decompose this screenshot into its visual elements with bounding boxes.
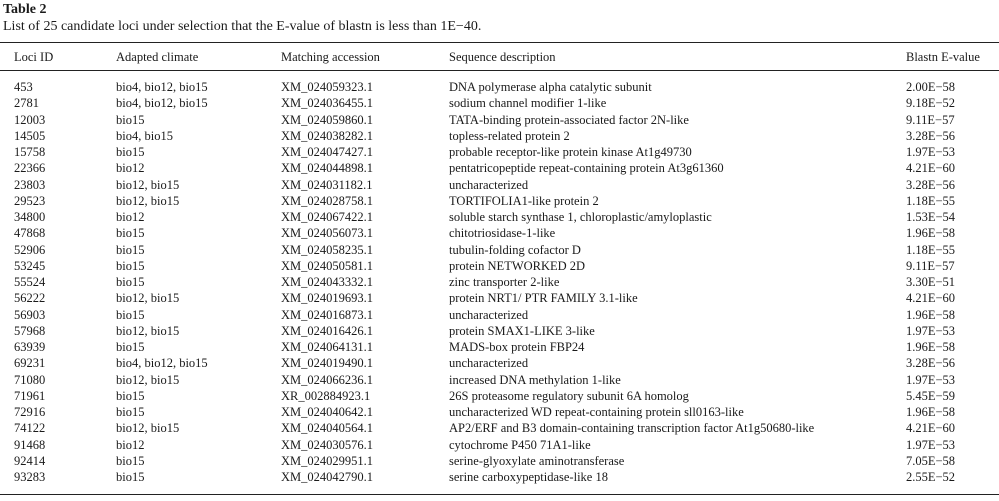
cell-blastn-evalue: 3.28E−56 [906, 177, 956, 192]
cell-adapted-climate: bio12, bio15 [116, 421, 180, 436]
cell-loci-id: 15758 [14, 145, 46, 159]
table-row [0, 160, 999, 176]
cell-matching-accession: XM_024036455.1 [281, 96, 374, 111]
cell-matching-accession: XM_024016426.1 [281, 323, 374, 338]
table-row [0, 388, 999, 404]
bottom-rule [0, 494, 999, 495]
cell-loci-id: 92414 [14, 453, 46, 468]
cell-loci-id: 52906 [14, 242, 46, 257]
cell-sequence-description: soluble starch synthase 1, chloroplastic/amyloplastic [449, 210, 712, 224]
header-blastn-evalue: Blastn E-value [906, 50, 980, 64]
cell-loci-id: 56222 [14, 291, 46, 306]
cell-matching-accession: XM_024043332.1 [281, 275, 374, 289]
cell-sequence-description: cytochrome P450 71A1-like [449, 437, 591, 452]
cell-sequence-description: uncharacterized [449, 307, 529, 322]
table-row [0, 290, 999, 306]
table-row [0, 112, 999, 128]
cell-adapted-climate: bio15 [116, 340, 145, 354]
header-sequence-description: Sequence description [449, 50, 556, 64]
table-row [0, 128, 999, 144]
cell-adapted-climate: bio4, bio12, bio15 [116, 80, 208, 94]
cell-loci-id: 53245 [14, 258, 46, 273]
cell-matching-accession: XM_024066236.1 [281, 372, 374, 387]
cell-adapted-climate: bio15 [116, 112, 145, 127]
cell-loci-id: 55524 [14, 275, 46, 289]
table-row [0, 95, 999, 111]
cell-loci-id: 57968 [14, 323, 46, 338]
cell-matching-accession: XM_024038282.1 [281, 128, 374, 143]
cell-blastn-evalue: 7.05E−58 [906, 453, 956, 468]
cell-blastn-evalue: 1.97E−53 [906, 437, 956, 452]
cell-adapted-climate: bio4, bio12, bio15 [116, 356, 208, 371]
cell-matching-accession: XM_024019490.1 [281, 356, 374, 371]
cell-matching-accession: XM_024031182.1 [281, 177, 373, 192]
cell-sequence-description: protein NRT1/ PTR FAMILY 3.1-like [449, 291, 638, 306]
table-row [0, 339, 999, 355]
cell-blastn-evalue: 9.18E−52 [906, 96, 956, 111]
cell-sequence-description: tubulin-folding cofactor D [449, 242, 581, 257]
cell-sequence-description: zinc transporter 2-like [449, 275, 560, 289]
cell-loci-id: 2781 [14, 96, 39, 111]
cell-blastn-evalue: 1.97E−53 [906, 372, 956, 387]
table-header [0, 48, 999, 66]
table-row [0, 177, 999, 193]
cell-adapted-climate: bio15 [116, 275, 145, 289]
cell-matching-accession: XM_024016873.1 [281, 307, 374, 322]
cell-adapted-climate: bio15 [116, 405, 145, 419]
cell-loci-id: 34800 [14, 210, 46, 224]
cell-blastn-evalue: 1.53E−54 [906, 210, 956, 224]
cell-matching-accession: XM_024019693.1 [281, 291, 374, 306]
table-row [0, 453, 999, 469]
cell-matching-accession: XM_024042790.1 [281, 470, 374, 484]
cell-adapted-climate: bio12, bio15 [116, 177, 180, 192]
cell-loci-id: 453 [14, 80, 33, 94]
table-row [0, 420, 999, 436]
cell-sequence-description: MADS-box protein FBP24 [449, 340, 585, 354]
table-row [0, 225, 999, 241]
cell-loci-id: 47868 [14, 226, 46, 241]
table-row [0, 79, 999, 95]
cell-adapted-climate: bio15 [116, 226, 145, 241]
cell-sequence-description: protein SMAX1-LIKE 3-like [449, 323, 595, 338]
cell-blastn-evalue: 1.96E−58 [906, 307, 956, 322]
cell-blastn-evalue: 9.11E−57 [906, 112, 955, 127]
cell-matching-accession: XM_024040564.1 [281, 421, 374, 436]
cell-adapted-climate: bio15 [116, 242, 145, 257]
cell-blastn-evalue: 1.96E−58 [906, 340, 956, 354]
cell-adapted-climate: bio12, bio15 [116, 323, 180, 338]
cell-sequence-description: 26S proteasome regulatory subunit 6A homolog [449, 388, 689, 403]
cell-matching-accession: XM_024040642.1 [281, 405, 374, 419]
cell-matching-accession: XM_024067422.1 [281, 210, 374, 224]
cell-matching-accession: XM_024029951.1 [281, 453, 374, 468]
cell-matching-accession: XR_002884923.1 [281, 388, 371, 403]
cell-sequence-description: sodium channel modifier 1-like [449, 96, 607, 111]
cell-adapted-climate: bio4, bio12, bio15 [116, 96, 208, 111]
table-row [0, 404, 999, 420]
cell-matching-accession: XM_024064131.1 [281, 340, 374, 354]
cell-blastn-evalue: 1.96E−58 [906, 405, 956, 419]
cell-loci-id: 74122 [14, 421, 46, 436]
cell-adapted-climate: bio12 [116, 437, 145, 452]
cell-adapted-climate: bio4, bio15 [116, 128, 173, 143]
cell-sequence-description: TATA-binding protein-associated factor 2N-like [449, 112, 689, 127]
cell-matching-accession: XM_024050581.1 [281, 258, 374, 273]
cell-sequence-description: protein NETWORKED 2D [449, 258, 586, 273]
cell-loci-id: 93283 [14, 470, 46, 484]
table-row [0, 372, 999, 388]
cell-loci-id: 69231 [14, 356, 46, 371]
table-row [0, 274, 999, 290]
cell-matching-accession: XM_024028758.1 [281, 193, 374, 208]
cell-blastn-evalue: 1.97E−53 [906, 145, 956, 159]
cell-loci-id: 12003 [14, 112, 46, 127]
top-rule [0, 42, 999, 43]
cell-adapted-climate: bio15 [116, 470, 145, 484]
cell-matching-accession: XM_024030576.1 [281, 437, 374, 452]
cell-matching-accession: XM_024059323.1 [281, 80, 374, 94]
cell-loci-id: 14505 [14, 128, 46, 143]
cell-sequence-description: chitotriosidase-1-like [449, 226, 556, 241]
cell-blastn-evalue: 3.30E−51 [906, 275, 956, 289]
cell-blastn-evalue: 1.97E−53 [906, 323, 956, 338]
header-rule [0, 70, 999, 71]
cell-adapted-climate: bio12, bio15 [116, 372, 180, 387]
header-matching-accession: Matching accession [281, 50, 380, 64]
table-row [0, 355, 999, 371]
cell-sequence-description: increased DNA methylation 1-like [449, 372, 621, 387]
table-row [0, 437, 999, 453]
cell-loci-id: 63939 [14, 340, 46, 354]
cell-matching-accession: XM_024047427.1 [281, 145, 374, 159]
table-caption: List of 25 candidate loci under selection that the E-value of blastn is less than 1E−40. [3, 19, 482, 34]
cell-adapted-climate: bio15 [116, 307, 145, 322]
cell-loci-id: 71961 [14, 388, 46, 403]
cell-sequence-description: AP2/ERF and B3 domain-containing transcription factor At1g50680-like [449, 421, 815, 436]
cell-adapted-climate: bio12, bio15 [116, 193, 180, 208]
cell-matching-accession: XM_024058235.1 [281, 242, 374, 257]
table-row [0, 144, 999, 160]
cell-matching-accession: XM_024059860.1 [281, 112, 374, 127]
cell-sequence-description: pentatricopeptide repeat-containing protein At3g61360 [449, 161, 724, 176]
cell-adapted-climate: bio15 [116, 145, 145, 159]
cell-adapted-climate: bio15 [116, 453, 145, 468]
cell-blastn-evalue: 1.18E−55 [906, 242, 956, 257]
table-row [0, 193, 999, 209]
table-row [0, 242, 999, 258]
table-row [0, 323, 999, 339]
cell-loci-id: 22366 [14, 161, 46, 176]
cell-sequence-description: topless-related protein 2 [449, 128, 570, 143]
cell-blastn-evalue: 5.45E−59 [906, 388, 956, 403]
cell-matching-accession: XM_024044898.1 [281, 161, 374, 176]
cell-blastn-evalue: 3.28E−56 [906, 128, 956, 143]
cell-blastn-evalue: 9.11E−57 [906, 258, 955, 273]
cell-blastn-evalue: 4.21E−60 [906, 291, 956, 306]
table-label: Table 2 [3, 2, 47, 17]
header-loci-id: Loci ID [14, 50, 54, 64]
table-body [0, 79, 999, 485]
cell-loci-id: 72916 [14, 405, 46, 419]
cell-sequence-description: TORTIFOLIA1-like protein 2 [449, 193, 599, 208]
table-row [0, 209, 999, 225]
cell-blastn-evalue: 4.21E−60 [906, 421, 956, 436]
cell-adapted-climate: bio12 [116, 210, 145, 224]
cell-sequence-description: uncharacterized [449, 356, 529, 371]
table-row [0, 307, 999, 323]
table-row [0, 258, 999, 274]
table-row [0, 469, 999, 485]
cell-loci-id: 23803 [14, 177, 46, 192]
header-adapted-climate: Adapted climate [116, 50, 199, 64]
cell-sequence-description: serine carboxypeptidase-like 18 [449, 470, 608, 484]
cell-blastn-evalue: 4.21E−60 [906, 161, 956, 176]
cell-sequence-description: uncharacterized [449, 177, 529, 192]
cell-adapted-climate: bio12 [116, 161, 145, 176]
cell-sequence-description: uncharacterized WD repeat-containing protein sll0163-like [449, 405, 744, 419]
cell-matching-accession: XM_024056073.1 [281, 226, 374, 241]
cell-loci-id: 56903 [14, 307, 46, 322]
cell-blastn-evalue: 1.96E−58 [906, 226, 956, 241]
cell-blastn-evalue: 3.28E−56 [906, 356, 956, 371]
cell-adapted-climate: bio15 [116, 388, 145, 403]
cell-sequence-description: DNA polymerase alpha catalytic subunit [449, 80, 652, 94]
cell-sequence-description: serine-glyoxylate aminotransferase [449, 453, 625, 468]
cell-adapted-climate: bio15 [116, 258, 145, 273]
cell-loci-id: 91468 [14, 437, 46, 452]
cell-adapted-climate: bio12, bio15 [116, 291, 180, 306]
cell-blastn-evalue: 1.18E−55 [906, 193, 956, 208]
cell-loci-id: 71080 [14, 372, 46, 387]
cell-sequence-description: probable receptor-like protein kinase At1g49730 [449, 145, 692, 159]
cell-loci-id: 29523 [14, 193, 46, 208]
cell-blastn-evalue: 2.55E−52 [906, 470, 956, 484]
cell-blastn-evalue: 2.00E−58 [906, 80, 956, 94]
